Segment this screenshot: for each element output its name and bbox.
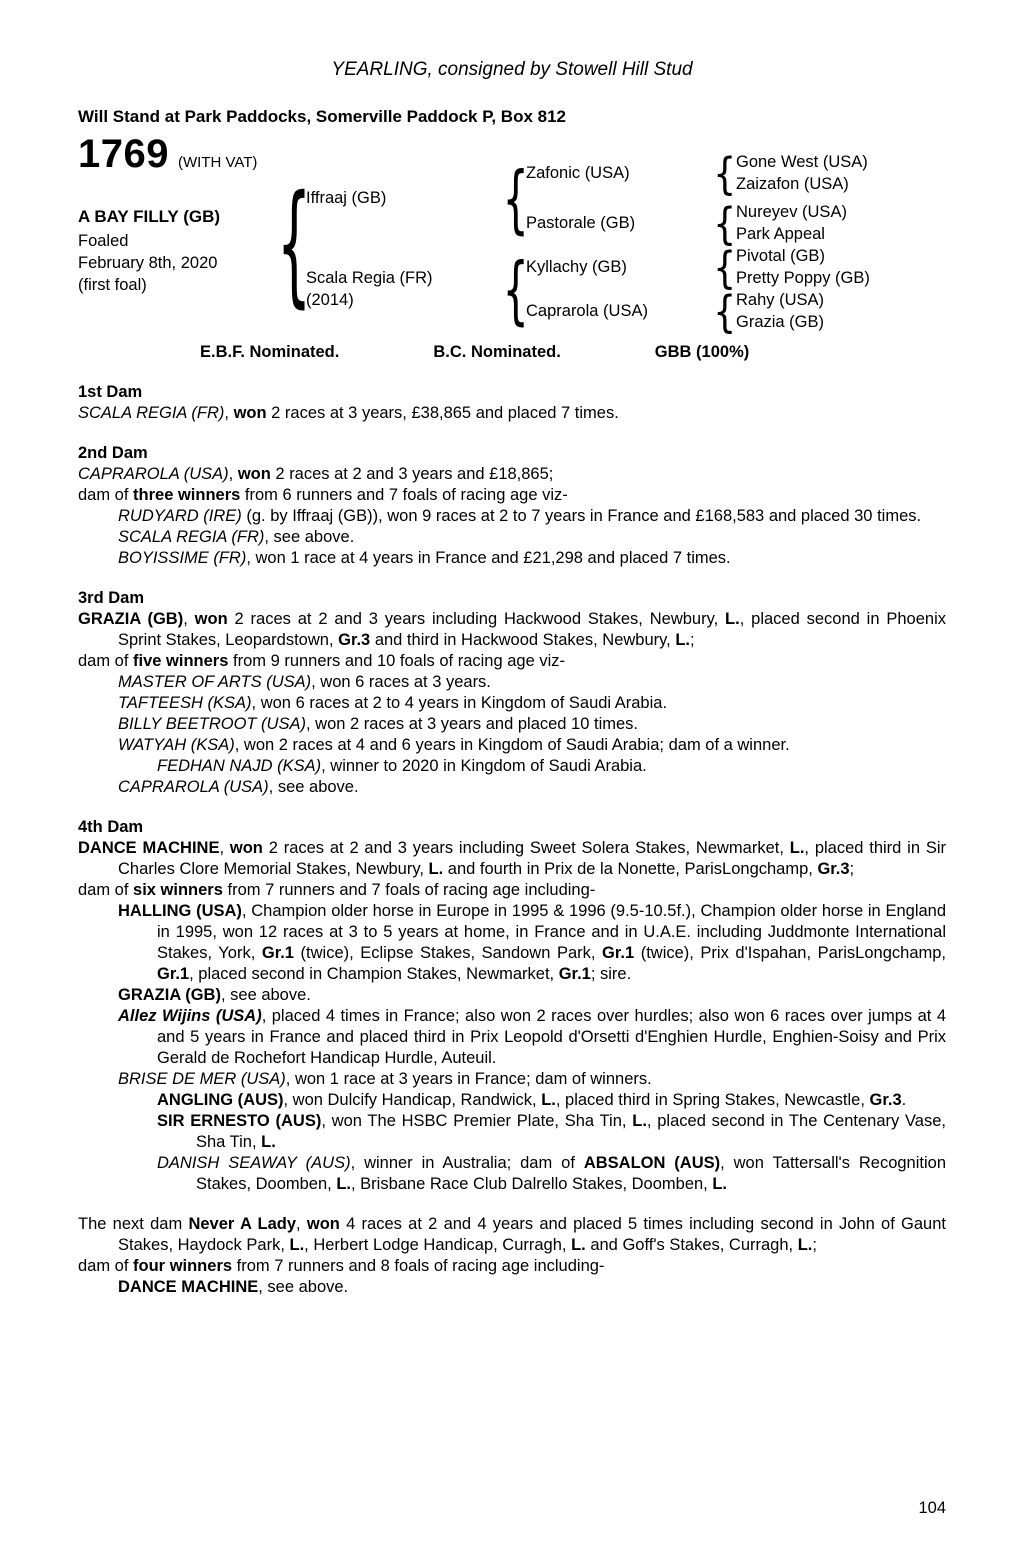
lot-row bbox=[78, 132, 258, 176]
record-dance-machine: DANCE MACHINE, won 2 races at 2 and 3 years including Sweet Solera Stakes, Newmarket, L., placed third in Sir Charles Clore Memorial Stakes, Newbury, L. and fourth in Prix de la Nonette, ParisLongchamp, Gr.3; bbox=[78, 839, 946, 878]
stand-location-line: Will Stand at Park Paddocks, Somerville Paddock P, Box 812 bbox=[78, 107, 567, 126]
first-foal-note: (first foal) bbox=[78, 276, 147, 294]
dam-of-line: dam of six winners from 7 runners and 7 foals of racing age including- bbox=[78, 881, 596, 899]
record-grazia: GRAZIA (GB), won 2 races at 2 and 3 years including Hackwood Stakes, Newbury, L., placed second in Phoenix Sprint Stakes, Leopardstown, Gr.3 and third in Hackwood Stakes, Newbury, L.; bbox=[78, 610, 946, 649]
dam-of-line: dam of three winners from 6 runners and 7 foals of racing age viz- bbox=[78, 486, 568, 504]
record-caprarola: CAPRAROLA (USA), won 2 races at 2 and 3 years and £18,865; bbox=[78, 465, 554, 483]
pedigree-gen3-7: Grazia (GB) bbox=[736, 313, 825, 331]
dam-of-line: dam of four winners from 7 runners and 8 foals of racing age including- bbox=[78, 1257, 605, 1275]
nomination-gbb: GBB (100%) bbox=[654, 343, 750, 361]
pedigree-gen3-3: Park Appeal bbox=[736, 225, 825, 243]
produce-dance-machine: DANCE MACHINE, see above. bbox=[118, 1278, 349, 1296]
pedigree-dam: Scala Regia (FR) bbox=[306, 269, 433, 287]
brace-icon: { bbox=[713, 286, 737, 338]
produce-watyah: WATYAH (KSA), won 2 races at 4 and 6 years in Kingdom of Saudi Arabia; dam of a winner. bbox=[118, 736, 790, 754]
nominations-row bbox=[78, 342, 946, 363]
section-1st-dam bbox=[78, 382, 946, 424]
pedigree-gen3-6: Rahy (USA) bbox=[736, 291, 825, 309]
nomination-ebf: E.B.F. Nominated. bbox=[200, 343, 340, 361]
section-2nd-dam bbox=[78, 443, 946, 569]
record-scala-regia: SCALA REGIA (FR), won 2 races at 3 years, £38,865 and placed 7 times. bbox=[78, 404, 619, 422]
pedigree-sire: Iffraaj (GB) bbox=[306, 189, 387, 207]
produce-grazia: GRAZIA (GB), see above. bbox=[118, 986, 311, 1004]
produce-brise-de-mer: BRISE DE MER (USA), won 1 race at 3 years in France; dam of winners. bbox=[118, 1070, 652, 1088]
page-title: YEARLING, consigned by Stowell Hill Stud bbox=[331, 59, 693, 80]
lot-vat-note: (WITH VAT) bbox=[177, 154, 258, 171]
section-3rd-dam bbox=[78, 588, 946, 798]
pedigree-gen3-4: Pivotal (GB) bbox=[736, 247, 825, 265]
pedigree-gen2-0: Zafonic (USA) bbox=[526, 164, 630, 182]
pedigree-gen2-3: Caprarola (USA) bbox=[526, 302, 648, 320]
foaled-label: Foaled bbox=[78, 232, 129, 250]
produce-caprarola: CAPRAROLA (USA), see above. bbox=[118, 778, 359, 796]
pedigree-gen2-2: Kyllachy (GB) bbox=[526, 258, 627, 276]
section-heading: 4th Dam bbox=[78, 818, 144, 836]
section-heading: 1st Dam bbox=[78, 383, 143, 401]
section-heading: 3rd Dam bbox=[78, 589, 145, 607]
produce-tafteesh: TAFTEESH (KSA), won 6 races at 2 to 4 years in Kingdom of Saudi Arabia. bbox=[118, 694, 668, 712]
brace-icon: { bbox=[502, 246, 529, 334]
produce-scala-regia: SCALA REGIA (FR), see above. bbox=[118, 528, 355, 546]
produce-billy-beetroot: BILLY BEETROOT (USA), won 2 races at 3 years and placed 10 times. bbox=[118, 715, 638, 733]
brace-icon: { bbox=[713, 242, 737, 294]
brace-icon: { bbox=[713, 198, 737, 250]
produce-master-of-arts: MASTER OF ARTS (USA), won 6 races at 3 years. bbox=[118, 673, 491, 691]
section-heading: 2nd Dam bbox=[78, 444, 148, 462]
produce-danish-seaway: DANISH SEAWAY (AUS), winner in Australia; dam of ABSALON (AUS), won Tattersall's Recognition Stakes, Doomben, L., Brisbane Race Club Dalrello Stakes, Doomben, L. bbox=[157, 1154, 946, 1193]
foaled-date: February 8th, 2020 bbox=[78, 254, 218, 272]
produce-halling: HALLING (USA), Champion older horse in Europe in 1995 & 1996 (9.5-10.5f.), Champion older horse in England in 1995, won 12 races at 3 to 5 years at home, in France and in U.A.E. including Juddmonte International Stakes, York, Gr.1 (twice), Eclipse Stakes, Sandown Park, Gr.1 (twice), Prix d'Ispahan, ParisLongchamp, Gr.1, placed second in Champion Stakes, Newmarket, Gr.1; sire. bbox=[118, 902, 947, 983]
pedigree-gen3-2: Nureyev (USA) bbox=[736, 203, 847, 221]
page-number: 104 bbox=[918, 1499, 946, 1517]
pedigree-gen3-5: Pretty Poppy (GB) bbox=[736, 269, 870, 287]
section-4th-dam bbox=[78, 817, 946, 1195]
pedigree-dam-year: (2014) bbox=[306, 291, 354, 309]
pedigree-block bbox=[78, 132, 946, 338]
brace-icon: { bbox=[713, 148, 737, 200]
dam-of-line: dam of five winners from 9 runners and 10 foals of racing age viz- bbox=[78, 652, 565, 670]
pedigree-gen2-1: Pastorale (GB) bbox=[526, 214, 636, 232]
pedigree-gen3-0: Gone West (USA) bbox=[736, 153, 868, 171]
section-next-dam bbox=[78, 1214, 946, 1298]
produce-rudyard: RUDYARD (IRE) (g. by Iffraaj (GB)), won 9 races at 2 to 7 years in France and £168,583 and placed 30 times. bbox=[118, 507, 922, 525]
lot-number: 1769 bbox=[78, 132, 169, 176]
produce-sir-ernesto: SIR ERNESTO (AUS), won The HSBC Premier Plate, Sha Tin, L., placed second in The Centenary Vase, Sha Tin, L. bbox=[157, 1112, 946, 1151]
pedigree-gen3-1: Zaizafon (USA) bbox=[736, 175, 849, 193]
brace-icon: { bbox=[502, 155, 529, 243]
brace-icon: { bbox=[276, 168, 312, 322]
produce-allez-wijins: Allez Wijins (USA), placed 4 times in France; also won 2 races over hurdles; also won 6 races over jumps at 4 and 5 years in France and placed third in Prix Leopold d'Orsetti d'Enghien Hurdle, Enghien-Soisy and Prix Gerald de Rochefort Handicap Hurdle, Auteuil. bbox=[118, 1007, 946, 1067]
nomination-bc: B.C. Nominated. bbox=[433, 343, 561, 361]
horse-name: A BAY FILLY (GB) bbox=[78, 207, 221, 226]
record-never-a-lady: The next dam Never A Lady, won 4 races at 2 and 4 years and placed 5 times including second in John of Gaunt Stakes, Haydock Park, L., Herbert Lodge Handicap, Curragh, L. and Goff's Stakes, Curragh, L.; bbox=[78, 1215, 946, 1254]
produce-fedhan-najd: FEDHAN NAJD (KSA), winner to 2020 in Kingdom of Saudi Arabia. bbox=[157, 757, 647, 775]
produce-angling: ANGLING (AUS), won Dulcify Handicap, Randwick, L., placed third in Spring Stakes, Newcastle, Gr.3. bbox=[157, 1091, 907, 1109]
produce-boyissime: BOYISSIME (FR), won 1 race at 4 years in France and £21,298 and placed 7 times. bbox=[118, 549, 731, 567]
